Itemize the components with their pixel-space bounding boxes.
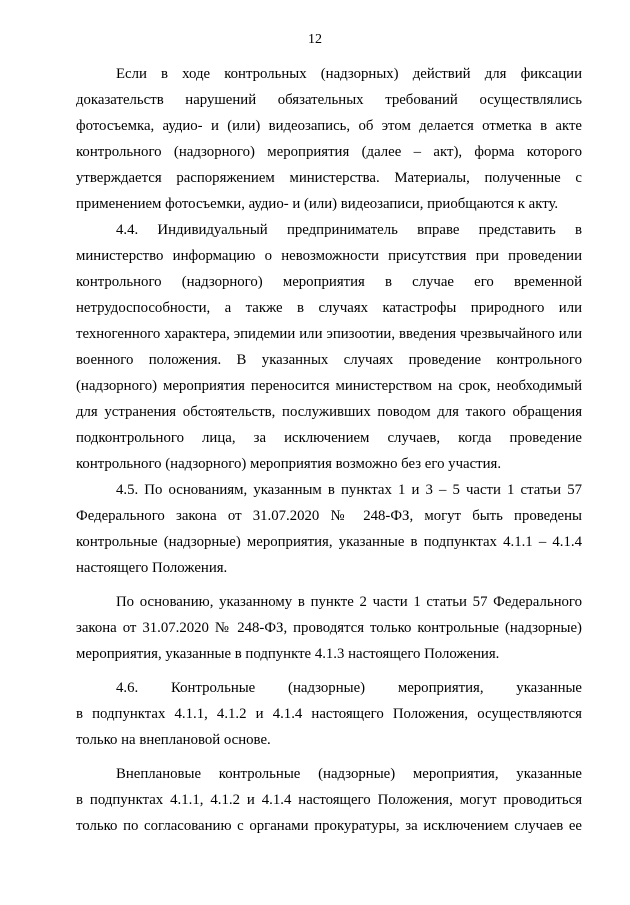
text-line: военного положения. В указанных случаях проведение контрольного (76, 352, 582, 368)
text-line: контрольные (надзорные) мероприятия, указанные в подпунктах 4.1.1 – 4.1.4 (76, 534, 582, 550)
text-line: Если в ходе контрольных (надзорных) действий для фиксации (116, 66, 582, 82)
paragraph-photo-video-recording (76, 61, 582, 217)
page-number: 12 (308, 32, 322, 47)
text-line: только по согласованию с органами прокуратуры, за исключением случаев ее (76, 818, 582, 834)
text-line: 4.4. Индивидуальный предприниматель вправе представить в (116, 222, 582, 238)
paragraph-gap (76, 581, 582, 589)
text-line: Федерального закона от 31.07.2020 № 248-ФЗ, могут быть проведены (76, 508, 582, 524)
text-line: фотосъемка, аудио- и (или) видеозапись, об этом делается отметка в акте (76, 118, 582, 134)
paragraph-unscheduled-measures (76, 761, 582, 839)
text-line: нетрудоспособности, а также в случаях катастрофы природного или (76, 300, 582, 316)
text-line: контрольного (надзорного) мероприятия (далее – акт), форма которого (76, 144, 582, 160)
text-line: только на внеплановой основе. (76, 732, 271, 748)
paragraph-gap (76, 753, 582, 761)
paragraph-4-4 (76, 217, 582, 477)
text-line: (надзорного) мероприятия переносится министерством на срок, необходимый (76, 378, 582, 394)
text-line: применением фотосъемки, аудио- и (или) видеозаписи, приобщаются к акту. (76, 196, 559, 212)
paragraph-4-5-second-basis (76, 589, 582, 667)
paragraph-gap (76, 667, 582, 675)
text-line: контрольного (надзорного) мероприятия возможно без его участия. (76, 456, 502, 472)
text-line: мероприятия, указанные в подпункте 4.1.3 настоящего Положения. (76, 646, 500, 662)
text-line: По основанию, указанному в пункте 2 части 1 статьи 57 Федерального (116, 594, 582, 610)
document-body (76, 61, 582, 839)
paragraph-4-6 (76, 675, 582, 753)
text-line: закона от 31.07.2020 № 248-ФЗ, проводятся только контрольные (надзорные) (76, 620, 582, 636)
text-line: для устранения обстоятельств, послуживших поводом для такого обращения (76, 404, 582, 420)
text-line: доказательств нарушений обязательных требований осуществлялись (76, 92, 582, 108)
text-line: 4.5. По основаниям, указанным в пунктах 1 и 3 – 5 части 1 статьи 57 (116, 482, 582, 498)
text-line: в подпунктах 4.1.1, 4.1.2 и 4.1.4 настоящего Положения, могут проводиться (76, 792, 582, 808)
text-line: настоящего Положения. (76, 560, 228, 576)
text-line: утверждается распоряжением министерства. Материалы, полученные с (76, 170, 582, 186)
text-line: в подпунктах 4.1.1, 4.1.2 и 4.1.4 настоящего Положения, осуществляются (76, 706, 582, 722)
text-line: техногенного характера, эпидемии или эпизоотии, введения чрезвычайного или (76, 326, 582, 342)
text-line: подконтрольного лица, за исключением случаев, когда проведение (76, 430, 582, 446)
text-line: контрольного (надзорного) мероприятия в случае его временной (76, 274, 582, 290)
text-line: министерство информацию о невозможности присутствия при проведении (76, 248, 582, 264)
paragraph-4-5 (76, 477, 582, 581)
text-line: Внеплановые контрольные (надзорные) мероприятия, указанные (116, 766, 582, 782)
text-line: 4.6. Контрольные (надзорные) мероприятия, указанные (116, 680, 582, 696)
